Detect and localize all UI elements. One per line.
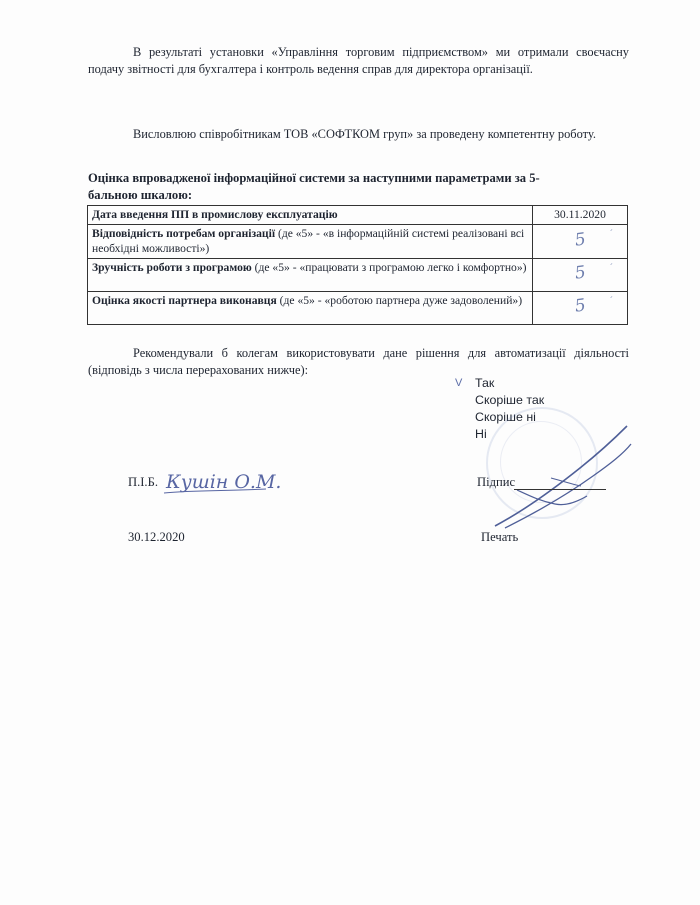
evaluation-title xyxy=(88,170,568,204)
handwritten-score: 5 xyxy=(573,229,587,251)
evaluation-criterion xyxy=(88,258,533,291)
handwritten-score: 5 xyxy=(573,295,587,317)
evaluation-value[interactable] xyxy=(533,206,628,225)
criterion-title: Зручність роботи з програмою xyxy=(92,260,252,274)
evaluation-row xyxy=(88,224,628,258)
evaluation-title-text: Оцінка впровадженої інформаційної системи за наступними параметрами за 5-бальною шкалою: xyxy=(88,171,540,202)
option-rather-yes[interactable] xyxy=(475,392,544,409)
option-yes[interactable] xyxy=(455,375,544,392)
pib-label: П.І.Б. xyxy=(128,475,158,489)
criterion-description: (де «5» - «роботою партнера дуже задоволений») xyxy=(276,293,523,307)
evaluation-score[interactable] xyxy=(533,291,628,324)
intro-paragraph-1 xyxy=(88,44,629,78)
evaluation-row xyxy=(88,206,628,225)
evaluation-score[interactable] xyxy=(533,258,628,291)
recommend-paragraph xyxy=(88,345,629,379)
evaluation-criterion xyxy=(88,206,533,225)
intro-text-1: В результаті установки «Управління торговим підприємством» ми отримали своєчасну подачу звітності для бухгалтера і контроль ведення справ для директора організації. xyxy=(88,45,629,76)
value-text: 30.11.2020 xyxy=(554,208,606,221)
handwritten-score: 5 xyxy=(573,262,587,284)
evaluation-table xyxy=(87,205,628,325)
option-label: Так xyxy=(475,376,495,390)
criterion-title: Оцінка якості партнера виконавця xyxy=(92,293,277,307)
intro-text-2: Висловлюю співробітникам ТОВ «СОФТКОМ груп» за проведену компетентну роботу. xyxy=(133,127,596,141)
evaluation-score[interactable] xyxy=(533,224,628,258)
evaluation-row xyxy=(88,258,628,291)
criterion-description: (де «5» - «в інформаційній системі реалізовані всі необхідні можливості») xyxy=(92,226,525,255)
option-label: Скоріше так xyxy=(475,393,545,407)
recommend-text: Рекомендували б колегам використовувати дане рішення для автоматизації діяльності (відповідь з числа перерахованих нижче): xyxy=(88,346,629,377)
signature-line xyxy=(514,489,606,490)
evaluation-criterion xyxy=(88,291,533,324)
criterion-description: (де «5» - «працювати з програмою легко і комфортно») xyxy=(251,260,527,274)
option-label: Ні xyxy=(475,427,487,441)
criterion-title: Дата введення ПП в промислову експлуатацію xyxy=(92,208,338,221)
check-mark-icon: V xyxy=(455,377,463,389)
intro-paragraph-2 xyxy=(88,126,629,143)
signature-label: Підпис xyxy=(477,475,516,489)
pen-tick-icon: ˊ xyxy=(609,262,613,274)
pib-handwriting xyxy=(162,466,290,496)
document-date: 30.12.2020 xyxy=(128,530,185,544)
option-label: Скоріше ні xyxy=(475,410,536,424)
pen-tick-icon: ˊ xyxy=(609,228,613,240)
evaluation-row xyxy=(88,291,628,324)
seal-label: Печать xyxy=(481,530,519,544)
evaluation-table-body xyxy=(88,206,628,325)
pen-tick-icon: ˊ xyxy=(609,295,613,307)
evaluation-criterion xyxy=(88,224,533,258)
pib-written-name: Кушін О.М. xyxy=(166,471,282,493)
criterion-title: Відповідність потребам організації xyxy=(92,226,276,240)
